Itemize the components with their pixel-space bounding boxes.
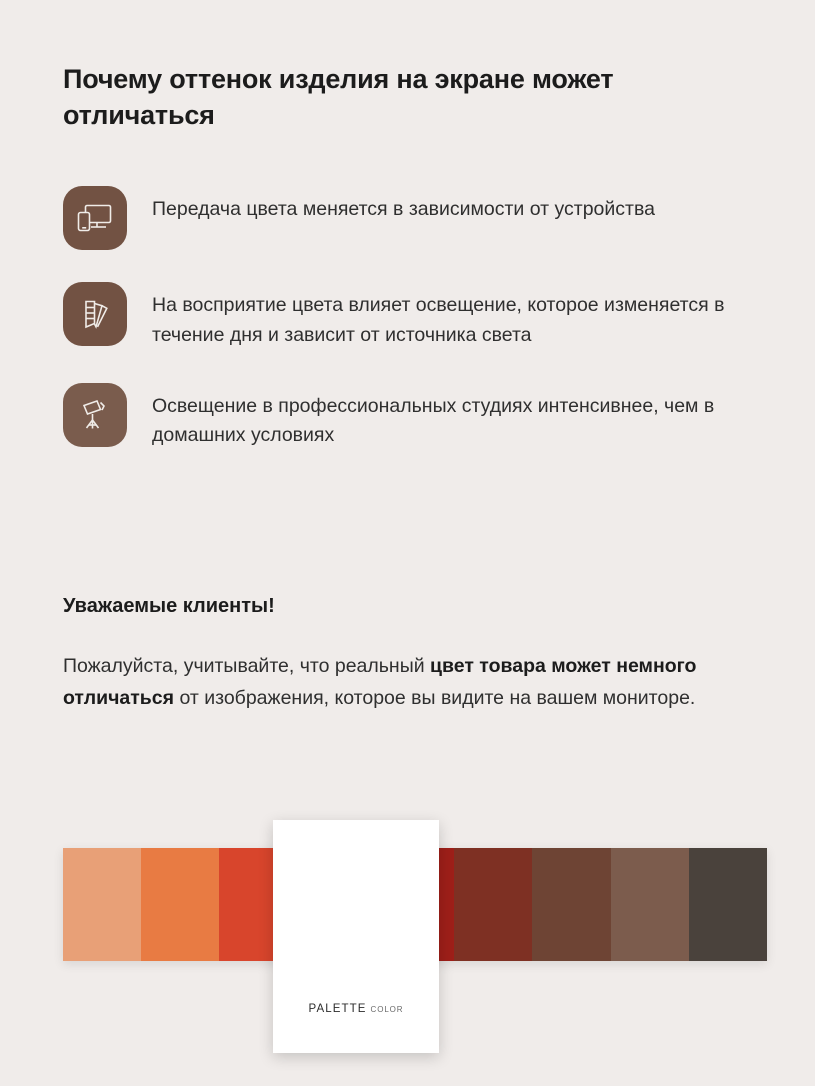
palette-card [273, 820, 439, 1053]
list-item [63, 186, 763, 250]
devices-icon [63, 186, 127, 250]
notice-body [63, 651, 778, 715]
feature-list [63, 186, 763, 483]
notice-text-bold: цвет товара может немного отличаться [63, 655, 697, 709]
color-fan-deck-icon [63, 282, 127, 346]
palette-card-label [273, 999, 439, 1017]
palette-card-sub: COLOR [370, 1005, 404, 1014]
notice-text-part-1: Пожалуйста, учитывайте, что реальный [63, 655, 431, 677]
palette-card-brand: PALETTE [308, 1003, 367, 1015]
notice-heading: Уважаемые клиенты! [63, 595, 275, 617]
color-swatch [454, 848, 532, 961]
color-swatch [532, 848, 610, 961]
list-item [63, 282, 763, 351]
color-swatch [689, 848, 767, 961]
palette-section [0, 848, 815, 1086]
notice-text-part-2: от изображения, которое вы видите на вашем мониторе. [174, 686, 696, 709]
list-item-label: Передача цвета меняется в зависимости от устройства [152, 198, 655, 220]
palette-card-window [287, 834, 425, 985]
page-title: Почему оттенок изделия на экране может отличаться [63, 64, 614, 130]
color-swatch [611, 848, 689, 961]
list-item-label: На восприятие цвета влияет освещение, которое изменяется в течение дня и зависит от источника света [152, 294, 725, 346]
color-swatch [63, 848, 141, 961]
list-item-label: Освещение в профессиональных студиях интенсивнее, чем в домашних условиях [152, 394, 715, 447]
studio-light-icon [63, 383, 127, 447]
list-item [63, 383, 763, 452]
color-swatch [141, 848, 219, 961]
